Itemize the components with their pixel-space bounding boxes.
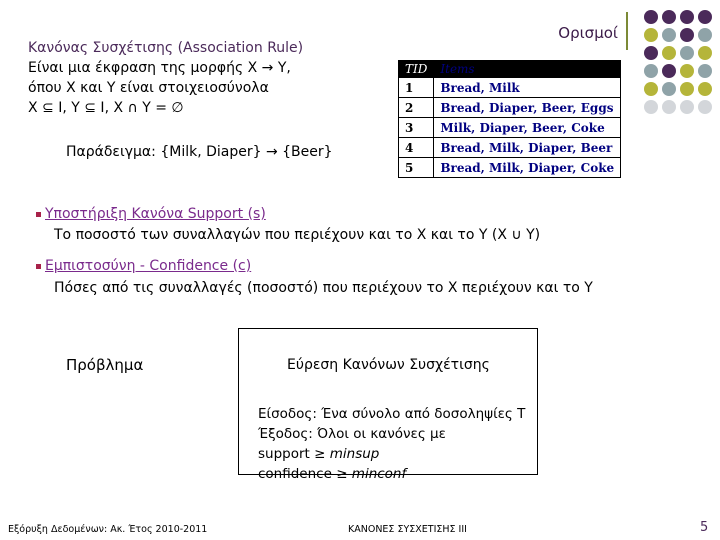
problem-output: Έξοδος: Όλοι οι κανόνες με bbox=[258, 426, 446, 442]
column-header-tid: TID bbox=[399, 61, 434, 78]
bullet-icon bbox=[36, 212, 41, 217]
dot bbox=[698, 10, 712, 24]
support-heading bbox=[36, 206, 266, 222]
problem-title: Εύρεση Κανόνων Συσχέτισης bbox=[287, 357, 490, 373]
items-cell: Bread, Diaper, Beer, Eggs bbox=[434, 98, 621, 118]
table-row bbox=[399, 158, 621, 178]
dot bbox=[680, 64, 694, 78]
dot bbox=[698, 64, 712, 78]
tid-cell: 1 bbox=[399, 78, 434, 98]
table-row bbox=[399, 118, 621, 138]
problem-label: Πρόβλημα bbox=[66, 356, 144, 374]
footer-course: Εξόρυξη Δεδομένων: Ακ. Έτος 2010-2011 bbox=[8, 524, 208, 535]
dot bbox=[680, 28, 694, 42]
items-cell: Milk, Diaper, Beer, Coke bbox=[434, 118, 621, 138]
table-row bbox=[399, 98, 621, 118]
support-threshold-prefix: support ≥ bbox=[258, 446, 330, 462]
page-number: 5 bbox=[700, 520, 709, 535]
dot bbox=[644, 28, 658, 42]
tid-cell: 4 bbox=[399, 138, 434, 158]
support-heading-text: Υποστήριξη Κανόνα Support (s) bbox=[45, 206, 266, 222]
dot bbox=[662, 100, 676, 114]
dot bbox=[662, 10, 676, 24]
dot bbox=[698, 82, 712, 96]
title-divider bbox=[626, 12, 628, 50]
tid-cell: 5 bbox=[399, 158, 434, 178]
dot bbox=[662, 82, 676, 96]
items-cell: Bread, Milk bbox=[434, 78, 621, 98]
example-rule: Παράδειγμα: {Milk, Diaper} → {Beer} bbox=[66, 144, 333, 160]
footer-topic: ΚΑΝΟΝΕΣ ΣΥΣΧΕΤΙΣΗΣ ΙΙΙ bbox=[348, 524, 467, 535]
dot bbox=[680, 46, 694, 60]
items-cell: Bread, Milk, Diaper, Beer bbox=[434, 138, 621, 158]
confidence-heading-text: Εμπιστοσύνη - Confidence (c) bbox=[45, 258, 252, 274]
confidence-description: Πόσες από τις συναλλαγές (ποσοστό) που περιέχουν το X περιέχουν και το Y bbox=[54, 280, 593, 296]
dot bbox=[698, 46, 712, 60]
table-row bbox=[399, 138, 621, 158]
dot bbox=[644, 100, 658, 114]
dot bbox=[698, 28, 712, 42]
table-header-row bbox=[399, 61, 621, 78]
definition-line: X ⊆ I, Y ⊆ I, X ∩ Y = ∅ bbox=[28, 100, 184, 116]
items-cell: Bread, Milk, Diaper, Coke bbox=[434, 158, 621, 178]
dot bbox=[680, 100, 694, 114]
dot bbox=[680, 82, 694, 96]
dot bbox=[644, 10, 658, 24]
confidence-threshold-var: minconf bbox=[351, 466, 407, 482]
confidence-threshold-line bbox=[258, 464, 406, 484]
dot bbox=[680, 10, 694, 24]
bullet-icon bbox=[36, 264, 41, 269]
column-header-items: Items bbox=[434, 61, 621, 78]
tid-cell: 3 bbox=[399, 118, 434, 138]
definition-line: όπου X και Y είναι στοιχειοσύνολα bbox=[28, 80, 269, 96]
decorative-dot-grid bbox=[638, 10, 720, 128]
rule-definition bbox=[28, 38, 303, 118]
problem-input: Είσοδος: Ένα σύνολο από δοσοληψίες T bbox=[258, 406, 526, 422]
support-threshold-var: minsup bbox=[329, 446, 380, 462]
dot bbox=[644, 64, 658, 78]
table-row bbox=[399, 78, 621, 98]
slide-title: Ορισμοί bbox=[558, 24, 618, 42]
dot bbox=[644, 82, 658, 96]
definition-line: Είναι μια έκφραση της μορφής X → Y, bbox=[28, 60, 291, 76]
thresholds bbox=[258, 444, 406, 484]
support-threshold-line bbox=[258, 444, 406, 464]
dot bbox=[662, 64, 676, 78]
confidence-heading bbox=[36, 258, 251, 274]
dot bbox=[698, 100, 712, 114]
tid-cell: 2 bbox=[399, 98, 434, 118]
confidence-threshold-prefix: confidence ≥ bbox=[258, 466, 352, 482]
dot bbox=[662, 46, 676, 60]
dot bbox=[662, 28, 676, 42]
support-description: Το ποσοστό των συναλλαγών που περιέχουν και το X και το Y (X ∪ Y) bbox=[54, 227, 541, 243]
dot bbox=[644, 46, 658, 60]
definition-heading: Κανόνας Συσχέτισης (Association Rule) bbox=[28, 40, 304, 56]
transactions-table bbox=[398, 60, 621, 178]
